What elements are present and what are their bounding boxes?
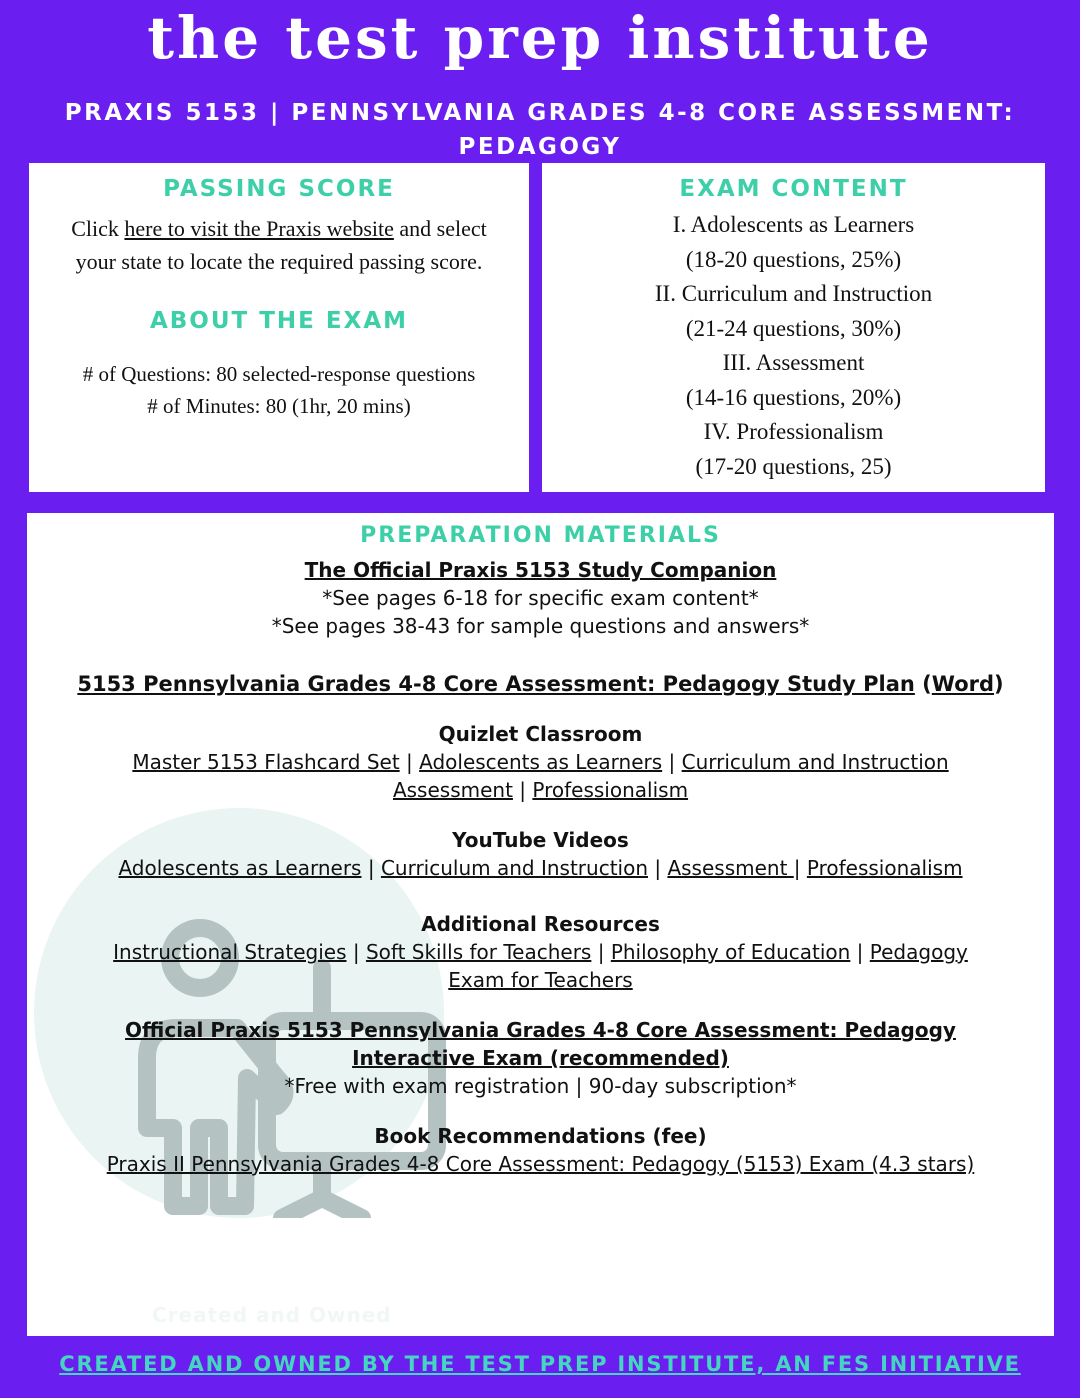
quizlet-link-curriculum[interactable]: Curriculum and Instruction bbox=[681, 750, 949, 774]
additional-link-soft-skills[interactable]: Soft Skills for Teachers bbox=[365, 940, 592, 964]
praxis-website-link[interactable]: here to visit the Praxis website bbox=[124, 216, 394, 241]
youtube-links: Adolescents as Learners | Curriculum and Instruction | Assessment | Professionalism bbox=[118, 856, 963, 880]
content-detail-4: (17-20 questions, 25) bbox=[695, 453, 892, 479]
passing-post: and select your state to locate the required passing score. bbox=[75, 216, 487, 274]
additional-link-strategies[interactable]: Instructional Strategies bbox=[113, 940, 347, 964]
additional-resources-heading: Additional Resources bbox=[421, 912, 660, 936]
quizlet-heading: Quizlet Classroom bbox=[438, 722, 643, 746]
content-item-4: IV. Professionalism bbox=[703, 419, 884, 444]
companion-note-1: *See pages 6-18 for specific exam content* bbox=[322, 586, 759, 610]
additional-link-philosophy[interactable]: Philosophy of Education bbox=[610, 940, 851, 964]
youtube-heading: YouTube Videos bbox=[452, 828, 629, 852]
passing-score-text bbox=[57, 212, 501, 278]
preparation-materials-card bbox=[27, 513, 1054, 1336]
study-plan-link[interactable]: 5153 Pennsylvania Grades 4-8 Core Assessment: Pedagogy Study Plan bbox=[77, 672, 915, 696]
quizlet-link-master[interactable]: Master 5153 Flashcard Set bbox=[132, 750, 400, 774]
content-detail-1: (18-20 questions, 25%) bbox=[685, 246, 902, 272]
study-plan-line: 5153 Pennsylvania Grades 4-8 Core Assessment: Pedagogy Study Plan (Word) bbox=[77, 672, 1004, 696]
study-companion-link[interactable]: The Official Praxis 5153 Study Companion bbox=[304, 558, 777, 582]
quizlet-link-assessment[interactable]: Assessment bbox=[392, 778, 513, 802]
passing-score-card bbox=[29, 163, 529, 492]
companion-note-2: *See pages 38-43 for sample questions and answers* bbox=[271, 614, 810, 638]
youtube-link-curriculum[interactable]: Curriculum and Instruction bbox=[380, 856, 648, 880]
interactive-note: *Free with exam registration | 90-day subscription* bbox=[284, 1074, 797, 1098]
additional-link-pedagogy[interactable]: Pedagogy Exam for Teachers bbox=[448, 940, 968, 992]
content-detail-3: (14-16 questions, 20%) bbox=[685, 384, 902, 410]
content-detail-2: (21-24 questions, 30%) bbox=[685, 315, 902, 341]
brand-title: the test prep institute bbox=[147, 4, 933, 72]
quizlet-links: Master 5153 Flashcard Set | Adolescents as Learners | Curriculum and Instruction Assessment | Professionalism bbox=[132, 750, 949, 802]
youtube-link-adolescents[interactable]: Adolescents as Learners bbox=[118, 856, 362, 880]
additional-links: Instructional Strategies | Soft Skills for Teachers | Philosophy of Education | Pedagogy Exam for Teachers bbox=[113, 940, 968, 992]
passing-score-heading: PASSING SCORE bbox=[163, 176, 395, 202]
youtube-link-assessment[interactable]: Assessment bbox=[667, 856, 794, 880]
content-item-1: I. Adolescents as Learners bbox=[672, 212, 915, 237]
about-exam-heading: ABOUT THE EXAM bbox=[149, 308, 409, 334]
exam-content-list bbox=[542, 208, 1045, 484]
study-plan-word-link[interactable]: Word bbox=[931, 672, 995, 696]
questions-count: # of Questions: 80 selected-response questions bbox=[82, 362, 476, 386]
page-subtitle: PRAXIS 5153 | PENNSYLVANIA GRADES 4-8 CORE ASSESSMENT: PEDAGOGY bbox=[64, 100, 1016, 160]
interactive-exam-link[interactable]: Official Praxis 5153 Pennsylvania Grades 4-8 Core Assessment: Pedagogy Interactive Exam (recommended) bbox=[125, 1018, 956, 1070]
exam-content-card bbox=[542, 163, 1045, 492]
quizlet-link-professionalism[interactable]: Professionalism bbox=[532, 778, 689, 802]
passing-pre: Click bbox=[71, 216, 125, 241]
prep-heading: PREPARATION MATERIALS bbox=[360, 523, 721, 548]
exam-content-heading: EXAM CONTENT bbox=[679, 176, 908, 202]
content-item-3: III. Assessment bbox=[722, 350, 865, 375]
book-link[interactable]: Praxis II Pennsylvania Grades 4-8 Core Assessment: Pedagogy (5153) Exam (4.3 stars) bbox=[106, 1152, 975, 1176]
content-item-2: II. Curriculum and Instruction bbox=[654, 281, 933, 306]
footer-credit[interactable]: CREATED AND OWNED BY THE TEST PREP INSTITUTE, AN FES INITIATIVE bbox=[59, 1352, 1021, 1376]
quizlet-link-adolescents[interactable]: Adolescents as Learners bbox=[419, 750, 663, 774]
book-heading: Book Recommendations (fee) bbox=[374, 1124, 707, 1148]
minutes-count: # of Minutes: 80 (1hr, 20 mins) bbox=[147, 394, 411, 418]
watermark-text: Created and Owned bbox=[152, 1303, 392, 1327]
youtube-link-professionalism[interactable]: Professionalism bbox=[806, 856, 963, 880]
